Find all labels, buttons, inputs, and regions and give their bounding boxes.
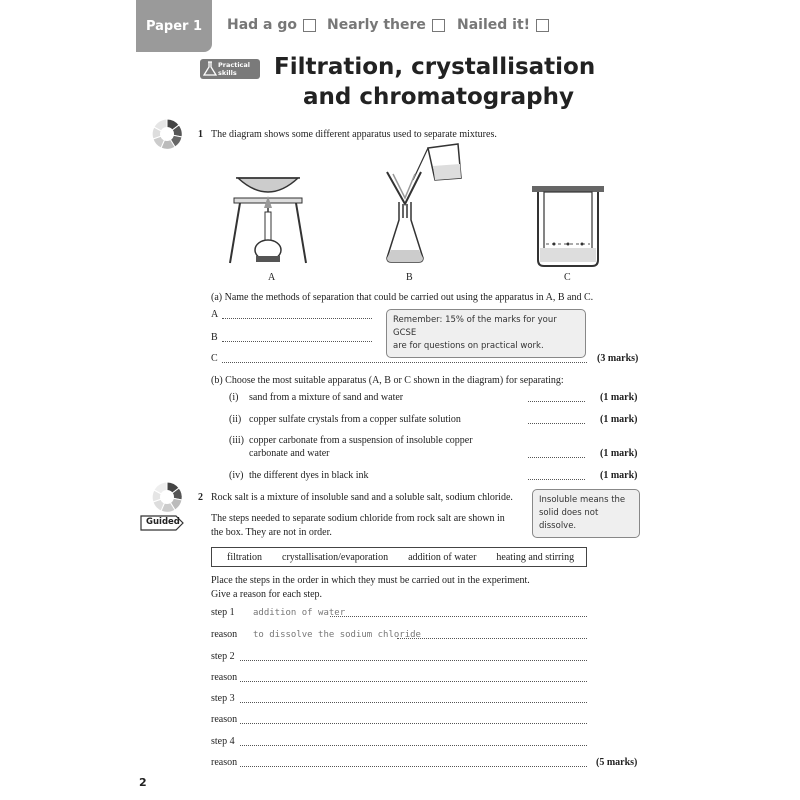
marks-label: (1 mark): [600, 414, 638, 425]
sub-question-number: (iii): [229, 435, 244, 446]
row-label: reason: [211, 672, 238, 683]
hint-callout: [386, 309, 586, 358]
paper-tab: Paper 1: [136, 0, 212, 52]
answer-line[interactable]: [397, 638, 587, 639]
hint-line: Remember: 15% of the marks for your GCSE: [393, 315, 557, 338]
checkbox[interactable]: [432, 19, 445, 32]
page-title-line-2: and chromatography: [303, 84, 574, 110]
step-option: addition of water: [408, 551, 477, 563]
guided-label: Guided: [146, 517, 180, 527]
page-number: 2: [139, 776, 147, 789]
instruction-line: Place the steps in the order in which they must be carried out in the experiment.: [211, 575, 530, 586]
answer-line[interactable]: [528, 423, 585, 424]
row-label: step 1: [211, 607, 235, 618]
progress-label: Nearly there: [327, 17, 426, 33]
checkbox[interactable]: [536, 19, 549, 32]
progress-nailed-it[interactable]: [457, 17, 549, 33]
progress-label: Had a go: [227, 17, 298, 33]
sub-question-number: (i): [229, 392, 239, 403]
instruction-line: Give a reason for each step.: [211, 589, 323, 600]
marks-label: (1 mark): [600, 392, 638, 403]
hint-line: Insoluble means the: [539, 495, 626, 505]
answer-line[interactable]: [528, 457, 585, 458]
sub-question-text: carbonate and water: [249, 448, 330, 459]
row-label: reason: [211, 629, 238, 640]
sub-question-number: (ii): [229, 414, 242, 425]
hint-line: solid does not dissolve.: [539, 508, 599, 531]
intro-line: The steps needed to separate sodium chloride from rock salt are shown in: [211, 513, 505, 524]
checkbox[interactable]: [303, 19, 316, 32]
answer-label-c: C: [211, 353, 218, 364]
answer-line-a[interactable]: [222, 318, 372, 319]
answer-line-b[interactable]: [222, 341, 372, 342]
row-label: reason: [211, 714, 238, 725]
answer-line[interactable]: [240, 766, 587, 767]
guided-badge: [140, 515, 184, 531]
answer-line[interactable]: [240, 745, 587, 746]
progress-nearly-there[interactable]: [327, 17, 445, 33]
answer-line[interactable]: [240, 723, 587, 724]
sub-question-text: copper carbonate from a suspension of insoluble copper: [249, 435, 473, 446]
answer-line[interactable]: [330, 616, 587, 617]
practical-skills-badge: [200, 59, 260, 79]
steps-box: [211, 547, 587, 567]
difficulty-icon: [150, 480, 184, 514]
sub-question-text: the different dyes in black ink: [249, 470, 369, 481]
hint-callout: [532, 489, 640, 538]
marks-label: (1 mark): [600, 448, 638, 459]
apparatus-b-filtration: [383, 140, 463, 268]
answer-line[interactable]: [240, 702, 587, 703]
badge-label-1: Practical: [218, 61, 251, 69]
marks-label: (1 mark): [600, 470, 638, 481]
question-part-b: (b) Choose the most suitable apparatus (A, B or C shown in the diagram) for separating:: [211, 375, 564, 386]
answer-line[interactable]: [528, 479, 585, 480]
apparatus-a-evaporation: [228, 168, 308, 266]
apparatus-label-c: C: [564, 272, 571, 283]
question-part-a: (a) Name the methods of separation that could be carried out using the apparatus in A, B and C.: [211, 292, 594, 303]
difficulty-icon: [150, 117, 184, 151]
answer-line-c[interactable]: [222, 362, 587, 363]
flask-icon: [203, 61, 217, 77]
row-label: step 3: [211, 693, 235, 704]
apparatus-c-chromatography: [532, 186, 604, 268]
answer-label-b: B: [211, 332, 218, 343]
marks-label: (5 marks): [596, 757, 638, 768]
handwritten-answer: to dissolve the sodium chloride: [253, 630, 421, 640]
hint-line: are for questions on practical work.: [393, 341, 544, 351]
page-title-line-1: Filtration, crystallisation: [274, 54, 596, 80]
question-stem: The diagram shows some different apparatus used to separate mixtures.: [211, 129, 497, 140]
progress-label: Nailed it!: [457, 17, 531, 33]
answer-line[interactable]: [240, 660, 587, 661]
answer-line[interactable]: [240, 681, 587, 682]
question-number: 1: [198, 129, 203, 140]
handwritten-answer: addition of water: [253, 608, 346, 618]
question-stem: Rock salt is a mixture of insoluble sand and a soluble salt, sodium chloride.: [211, 492, 513, 503]
badge-label-2: skills: [218, 69, 237, 77]
sub-question-text: sand from a mixture of sand and water: [249, 392, 404, 403]
row-label: reason: [211, 757, 238, 768]
answer-label-a: A: [211, 309, 219, 320]
sub-question-number: (iv): [229, 470, 244, 481]
answer-line[interactable]: [528, 401, 585, 402]
step-option: heating and stirring: [496, 551, 575, 563]
intro-line: the box. They are not in order.: [211, 527, 332, 538]
row-label: step 4: [211, 736, 235, 747]
step-option: crystallisation/evaporation: [282, 551, 389, 563]
step-option: filtration: [227, 551, 262, 563]
question-number: 2: [198, 492, 203, 503]
apparatus-label-a: A: [268, 272, 276, 283]
apparatus-label-b: B: [406, 272, 413, 283]
row-label: step 2: [211, 651, 235, 662]
progress-had-a-go[interactable]: [227, 17, 316, 33]
marks-label: (3 marks): [597, 353, 639, 364]
sub-question-text: copper sulfate crystals from a copper sulfate solution: [249, 414, 461, 425]
